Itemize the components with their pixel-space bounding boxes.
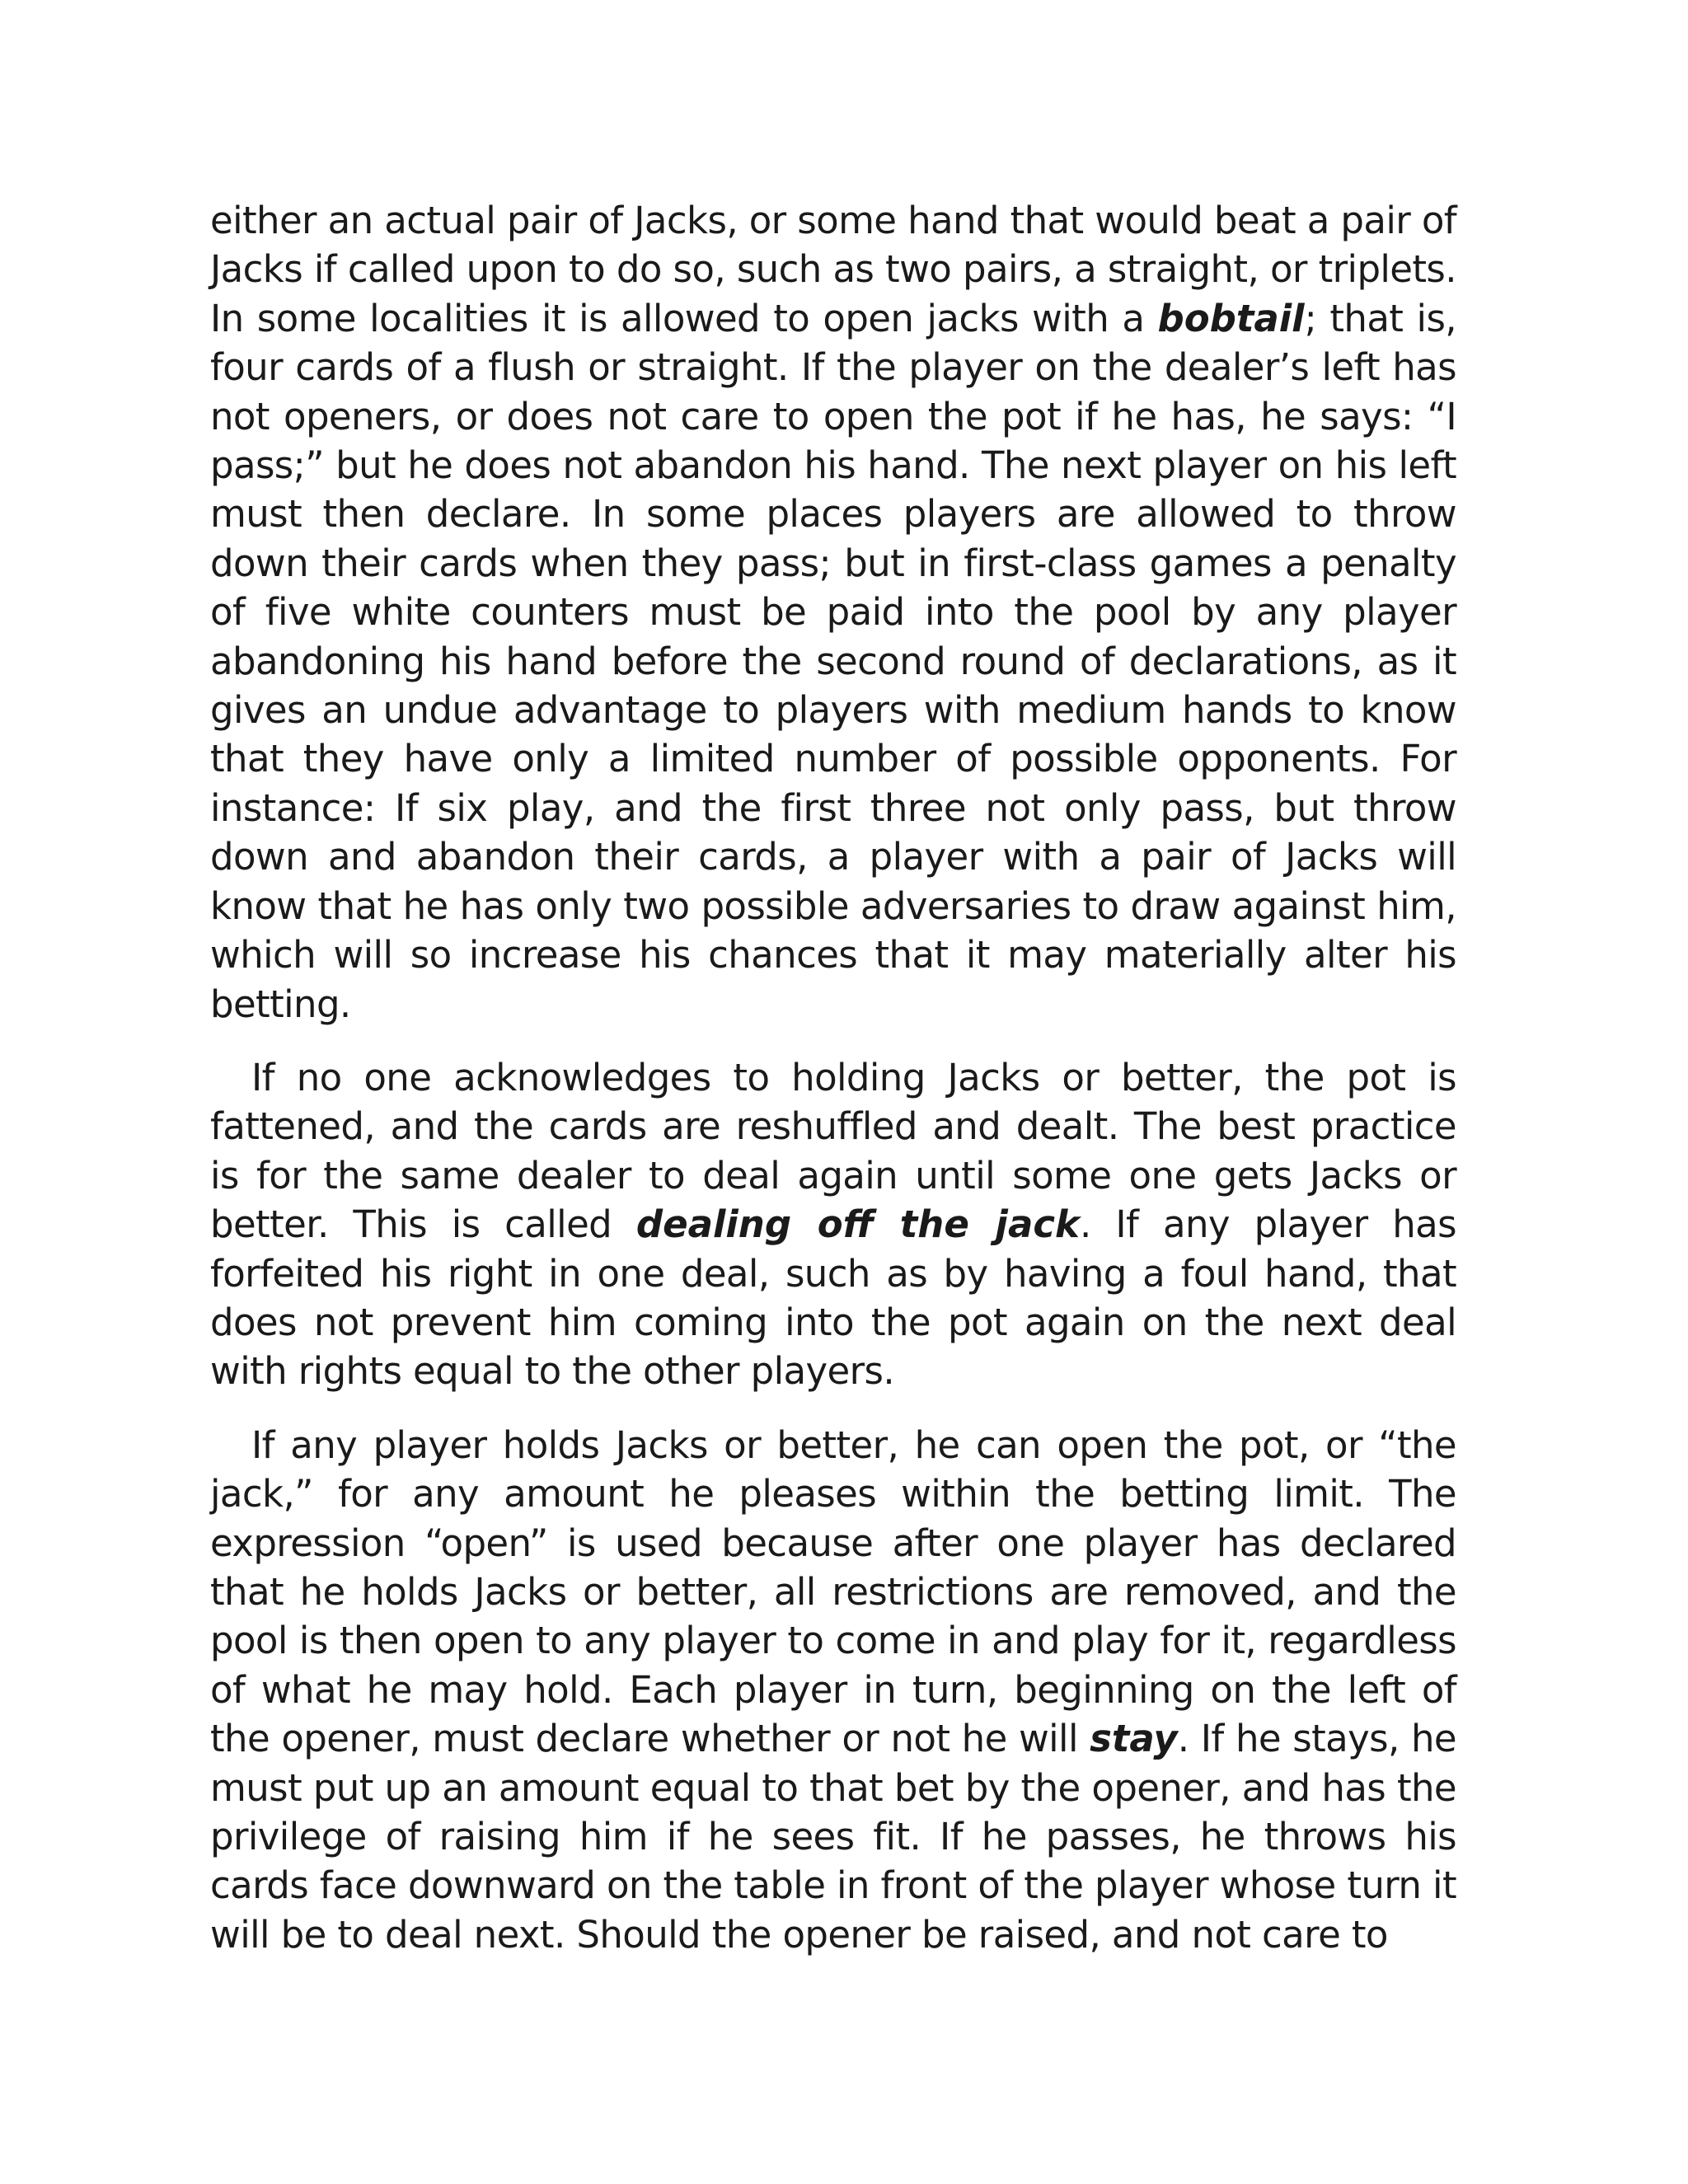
page-body — [210, 196, 1456, 1984]
text-run: If no one acknowledges to holding Jacks or better, the pot is fattened, and the cards are reshuffled and dealt. The best practice is for the same dealer to deal again until some one gets Jacks or better. This is called — [210, 1055, 1456, 1247]
term-stay: stay — [1090, 1717, 1178, 1761]
term-dealing-off-the-jack: dealing off the jack — [635, 1202, 1080, 1247]
text-run: either an actual pair of Jacks, or some hand that would beat a pair of Jacks if called upon to do so, such as two pairs, a straight, or triplets. In some localities it is allowed to open jacks with a — [210, 199, 1456, 340]
paragraph-2 — [210, 1053, 1456, 1396]
text-run: . If he stays, he must put up an amount equal to that bet by the opener, and has the privilege of raising him if he sees fit. If he passes, he throws his cards face downward on the table in front of the player whose turn it will be to deal next. Should the opener be raised, and not care to — [210, 1717, 1456, 1957]
paragraph-3 — [210, 1421, 1456, 1959]
term-bobtail: bobtail — [1157, 296, 1305, 340]
paragraph-1 — [210, 196, 1456, 1029]
text-run: If any player holds Jacks or better, he can open the pot, or “the jack,” for any amount he pleases within the betting limit. The expression “open” is used because after one player has declared that he holds Jacks or better, all restrictions are removed, and the pool is then open to any player to come in and play for it, regardless of what he may hold. Each player in turn, beginning on the left of the opener, must declare whether or not he will — [210, 1422, 1456, 1761]
text-run: ; that is, four cards of a flush or straight. If the player on the dealer’s left has not openers, or does not care to open the pot if he has, he says: “I pass;” but he does not abandon his hand. The next player on his left must then declare. In some places players are allowed to throw down their cards when they pass; but in first-class games a penalty of five white counters must be paid into the pool by any player abandoning his hand before the second round of declarations, as it gives an undue advantage to players with medium hands to know that they have only a limited number of possible opponents. For instance: If six play, and the first three not only pass, but throw down and abandon their cards, a player with a pair of Jacks will know that he has only two possible adversaries to draw against him, which will so increase his chances that it may materially alter his betting. — [210, 296, 1457, 1026]
text-run: . If any player has forfeited his right in one deal, such as by having a foul hand, that does not prevent him coming into the pot again on the next deal with rights equal to the other players. — [210, 1202, 1456, 1394]
